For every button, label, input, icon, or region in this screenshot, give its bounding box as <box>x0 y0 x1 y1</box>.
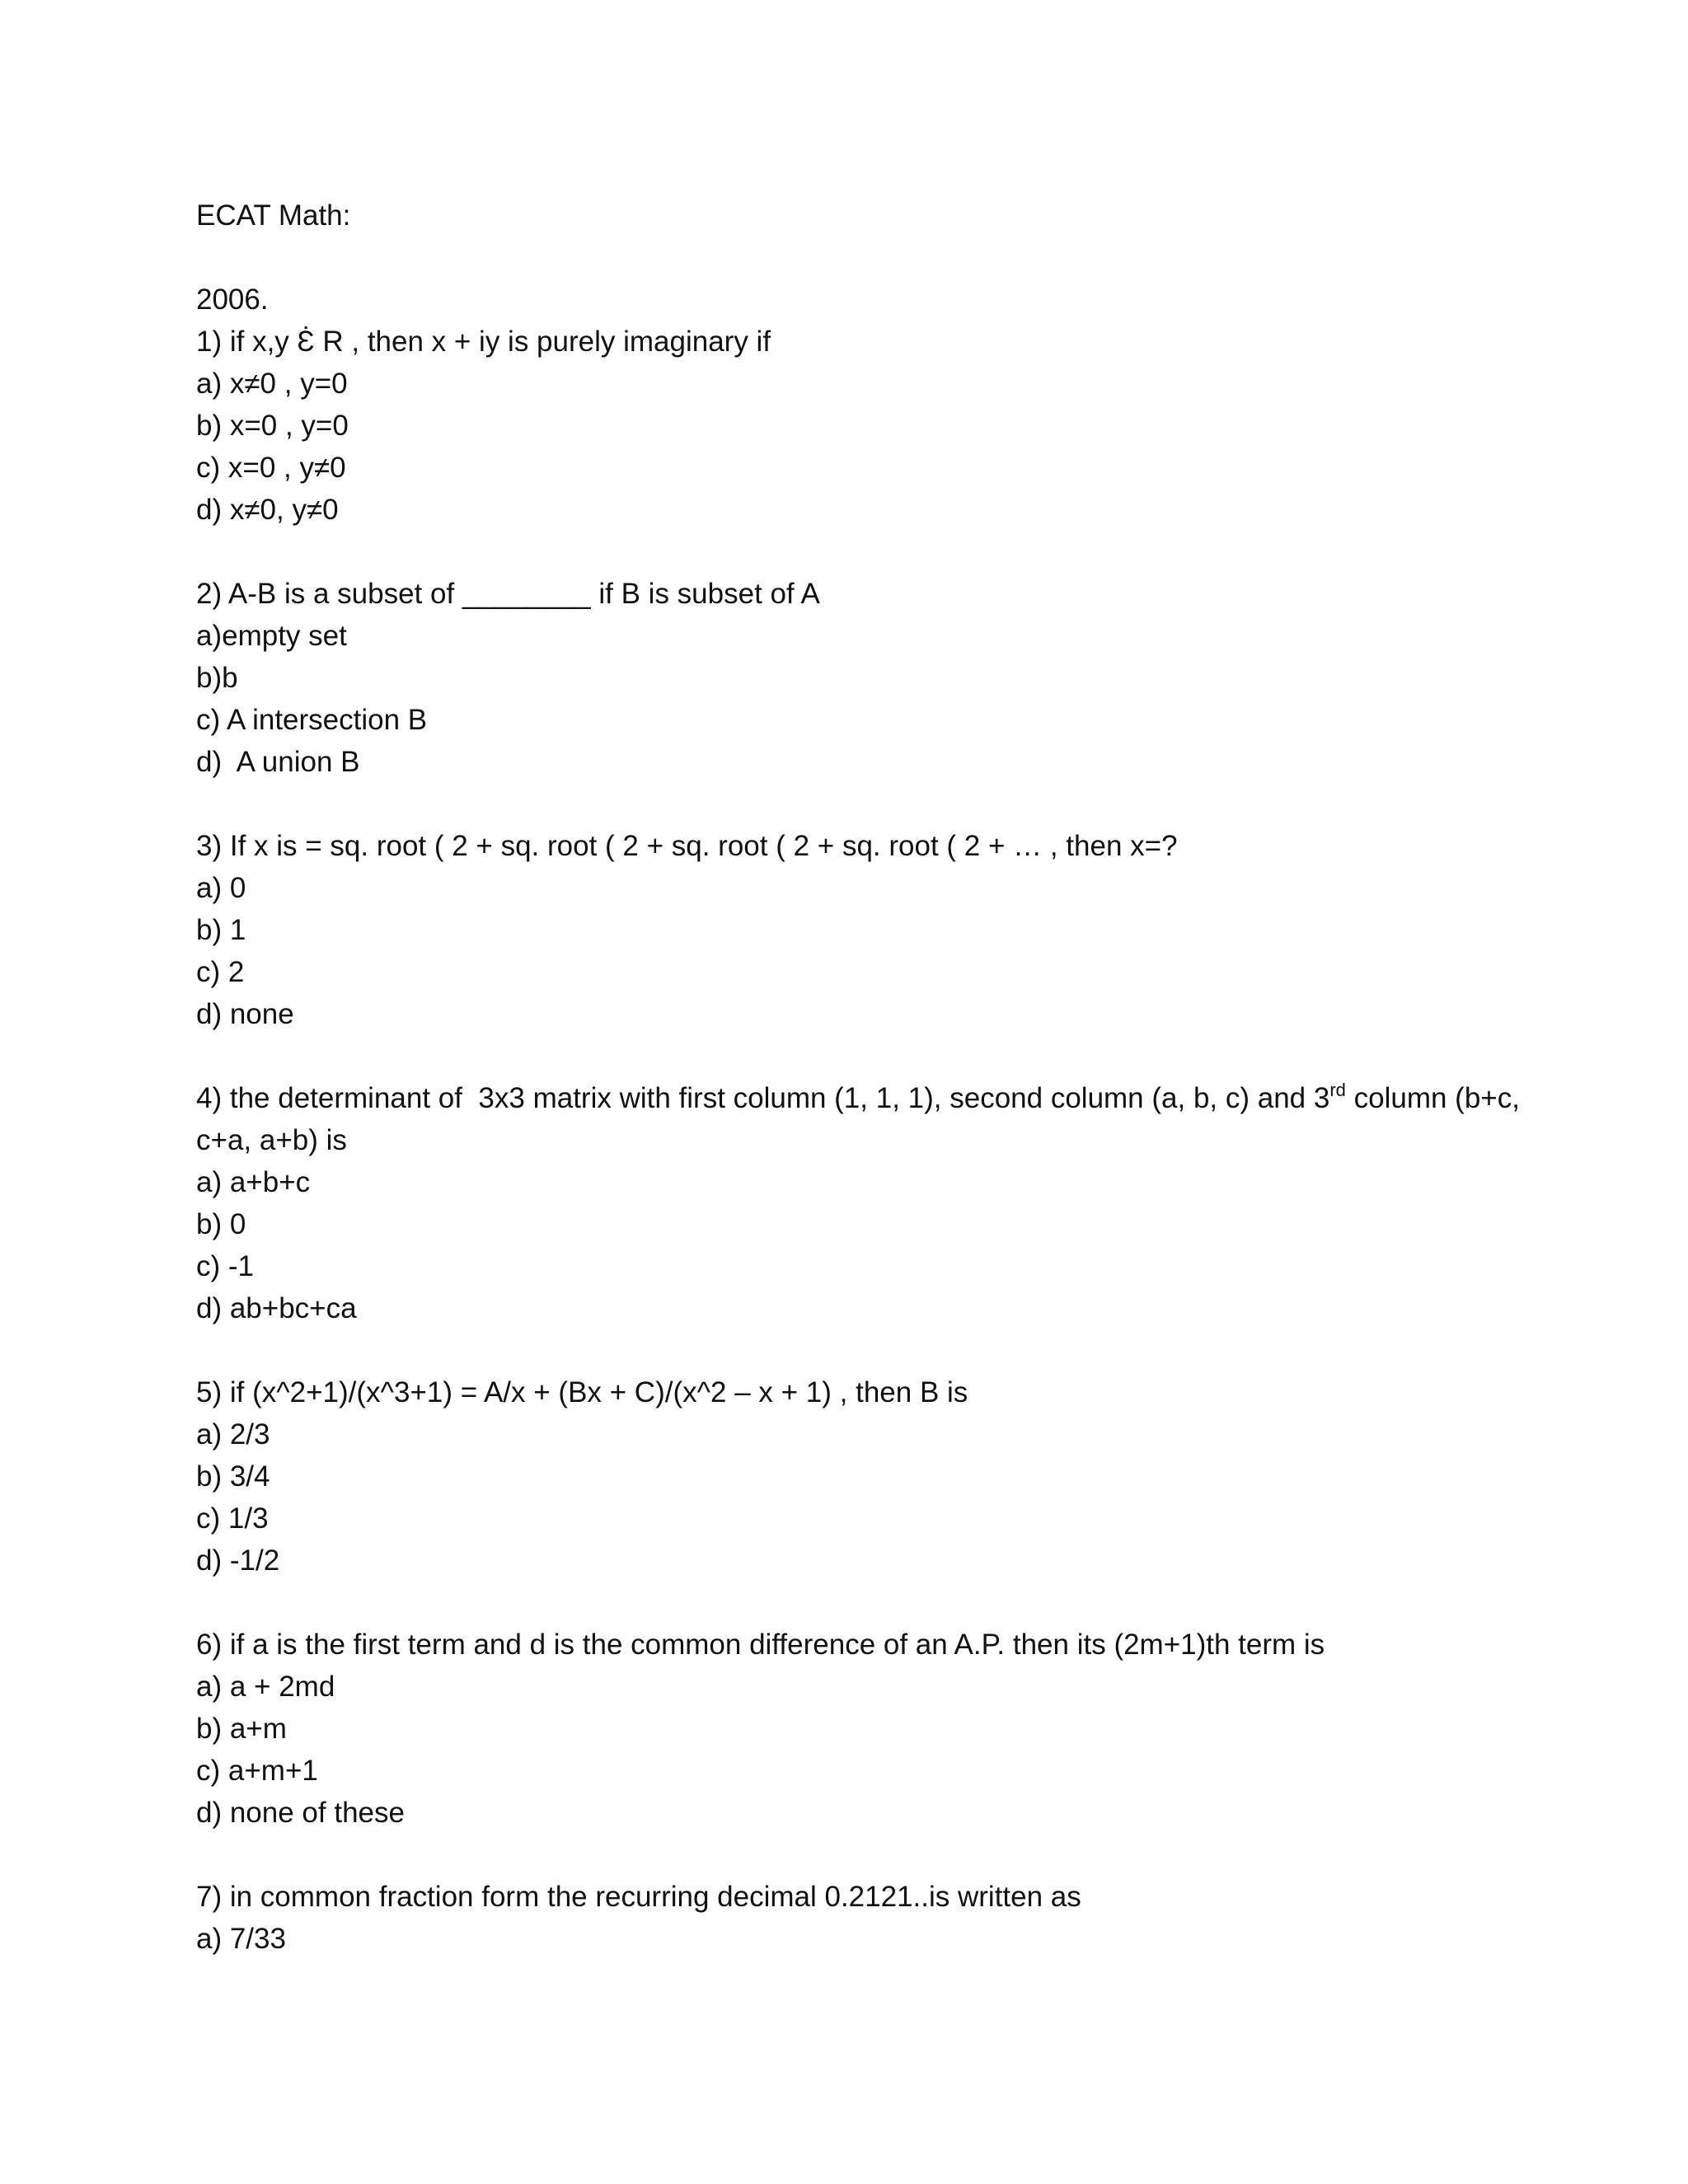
question-3 <box>196 825 1515 1035</box>
option-d: d) x≠0, y≠0 <box>196 494 339 526</box>
document-title: ECAT Math: <box>196 199 351 232</box>
option-b: b)b <box>196 662 238 694</box>
option-d: d) none of these <box>196 1797 405 1829</box>
question-text-line-1 <box>196 1077 1520 1119</box>
option-a: a)empty set <box>196 620 347 652</box>
question-4 <box>196 1077 1520 1329</box>
question-text: 5) if (x^2+1)/(x^3+1) = A/x + (Bx + C)/(x^2 – x + 1) , then B is <box>196 1376 968 1408</box>
ordinal-superscript: rd <box>1329 1080 1346 1100</box>
question-text: 1) if x,y Ɛ̇ R , then x + iy is purely imaginary if <box>196 326 771 358</box>
question-2 <box>196 573 1515 783</box>
option-b: b) 0 <box>196 1208 246 1240</box>
option-c: c) 2 <box>196 956 245 988</box>
question-text: 7) in common fraction form the recurring decimal 0.2121..is written as <box>196 1881 1081 1913</box>
question-text-after-superscript: column (b+c, <box>1345 1082 1520 1114</box>
question-7 <box>196 1876 1515 1960</box>
question-6 <box>196 1624 1515 1834</box>
option-d: d) A union B <box>196 746 360 778</box>
option-d: d) -1/2 <box>196 1544 280 1577</box>
option-b: b) 1 <box>196 914 246 946</box>
question-text: 3) If x is = sq. root ( 2 + sq. root ( 2 + sq. root ( 2 + sq. root ( 2 + … , then x=? <box>196 830 1178 862</box>
option-c: c) A intersection B <box>196 704 428 736</box>
exam-year: 2006. <box>196 284 269 316</box>
option-c: c) -1 <box>196 1250 254 1282</box>
question-1 <box>196 321 1515 531</box>
question-text: 6) if a is the first term and d is the common difference of an A.P. then its (2m+1)th term is <box>196 1629 1325 1661</box>
option-a: a) x≠0 , y=0 <box>196 368 348 400</box>
option-a: a) a+b+c <box>196 1166 311 1198</box>
option-b: b) a+m <box>196 1713 287 1745</box>
option-d: d) ab+bc+ca <box>196 1292 357 1324</box>
document-page <box>196 194 1520 1960</box>
option-a: a) a + 2md <box>196 1671 335 1703</box>
option-c: c) a+m+1 <box>196 1755 318 1787</box>
option-a: a) 0 <box>196 872 246 904</box>
option-d: d) none <box>196 998 294 1030</box>
option-b: b) x=0 , y=0 <box>196 410 349 442</box>
option-c: c) 1/3 <box>196 1502 269 1535</box>
option-c: c) x=0 , y≠0 <box>196 452 346 484</box>
question-text: 2) A-B is a subset of ________ if B is subset of A <box>196 578 820 610</box>
question-text-line-2: c+a, a+b) is <box>196 1124 347 1156</box>
question-text-before-superscript: 4) the determinant of 3x3 matrix with first column (1, 1, 1), second column (a, b, c) and 3 <box>196 1082 1330 1114</box>
question-5 <box>196 1371 1515 1582</box>
option-a: a) 7/33 <box>196 1923 286 1955</box>
option-b: b) 3/4 <box>196 1460 270 1493</box>
option-a: a) 2/3 <box>196 1418 270 1451</box>
